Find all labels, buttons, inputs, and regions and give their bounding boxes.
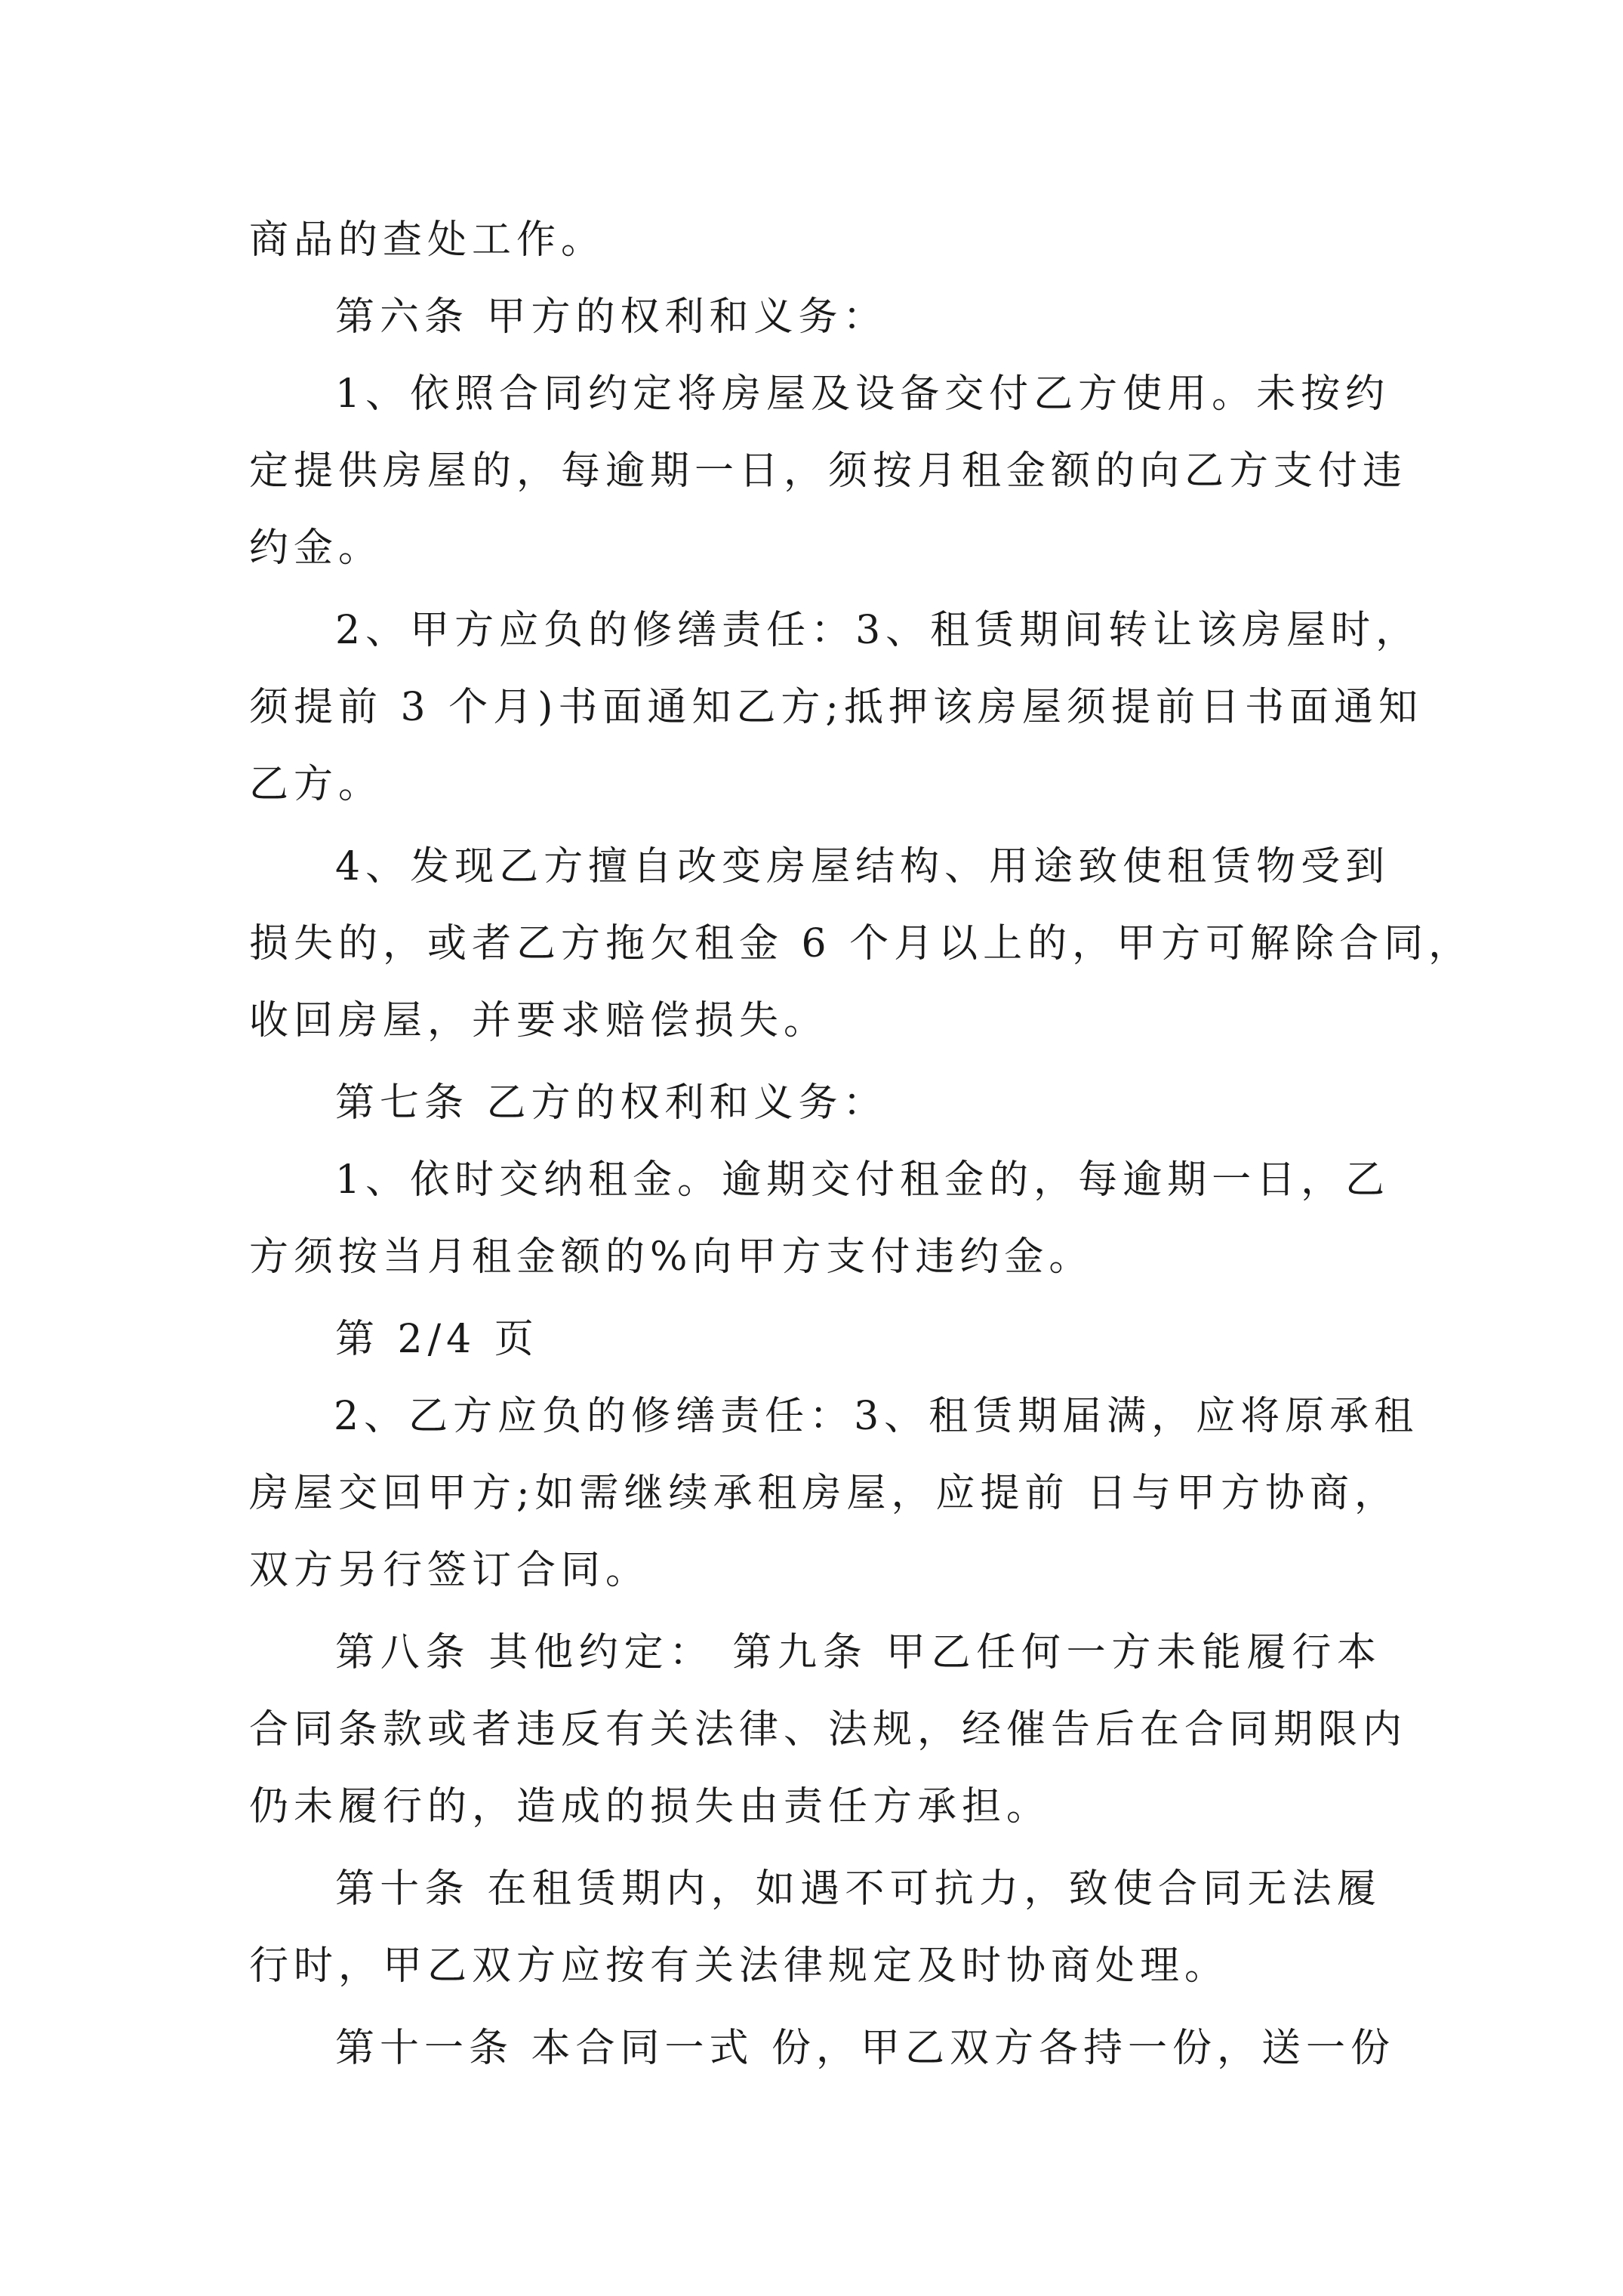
- article-heading: 第六条 甲方的权利和义务：: [335, 294, 888, 340]
- text-line: 2、甲方应负的修缮责任：3、租赁期间转让该房屋时，: [335, 608, 1421, 653]
- text-line: 2、乙方应负的修缮责任：3、租赁期届满，应将原承租: [334, 1394, 1419, 1439]
- text-line: 房屋交回甲方;如需继续承租房屋，应提前 日与甲方协商，: [249, 1471, 1400, 1516]
- text-line: 1、依时交纳租金。逾期交付租金的，每逾期一日，乙: [335, 1157, 1390, 1203]
- text-line: 约金。: [249, 525, 383, 571]
- text-line: 仍未履行的，造成的损失由责任方承担。: [249, 1784, 1052, 1829]
- text-line: 4、发现乙方擅自改变房屋结构、用途致使租赁物受到: [335, 844, 1390, 889]
- text-line: 第八条 其他约定： 第九条 甲乙任何一方未能履行本: [335, 1630, 1381, 1675]
- page-number: 第 2/4 页: [335, 1317, 539, 1362]
- text-line: 第十条 在租赁期内，如遇不可抗力，致使合同无法履: [335, 1866, 1381, 1912]
- text-line: 行时，甲乙双方应按有关法律规定及时协商处理。: [249, 1943, 1230, 1989]
- text-line: 商品的查处工作。: [249, 217, 606, 263]
- text-line: 收回房屋，并要求赔偿损失。: [249, 998, 829, 1043]
- text-line: 定提供房屋的，每逾期一日，须按月租金额的向乙方支付违: [249, 448, 1408, 494]
- article-heading: 第七条 乙方的权利和义务：: [335, 1080, 888, 1126]
- text-line: 乙方。: [249, 762, 383, 807]
- text-line: 须提前 3 个月)书面通知乙方;抵押该房屋须提前日书面通知: [249, 685, 1423, 730]
- text-line: 损失的，或者乙方拖欠租金 6 个月以上的，甲方可解除合同，: [249, 921, 1474, 966]
- text-line: 合同条款或者违反有关法律、法规，经催告后在合同期限内: [249, 1707, 1408, 1752]
- text-line: 双方另行签订合同。: [249, 1548, 651, 1593]
- text-line: 1、依照合同约定将房屋及设备交付乙方使用。未按约: [335, 371, 1390, 417]
- text-line: 第十一条 本合同一式 份，甲乙双方各持一份，送一份: [335, 2026, 1396, 2071]
- text-line: 方须按当月租金额的%向甲方支付违约金。: [249, 1234, 1094, 1280]
